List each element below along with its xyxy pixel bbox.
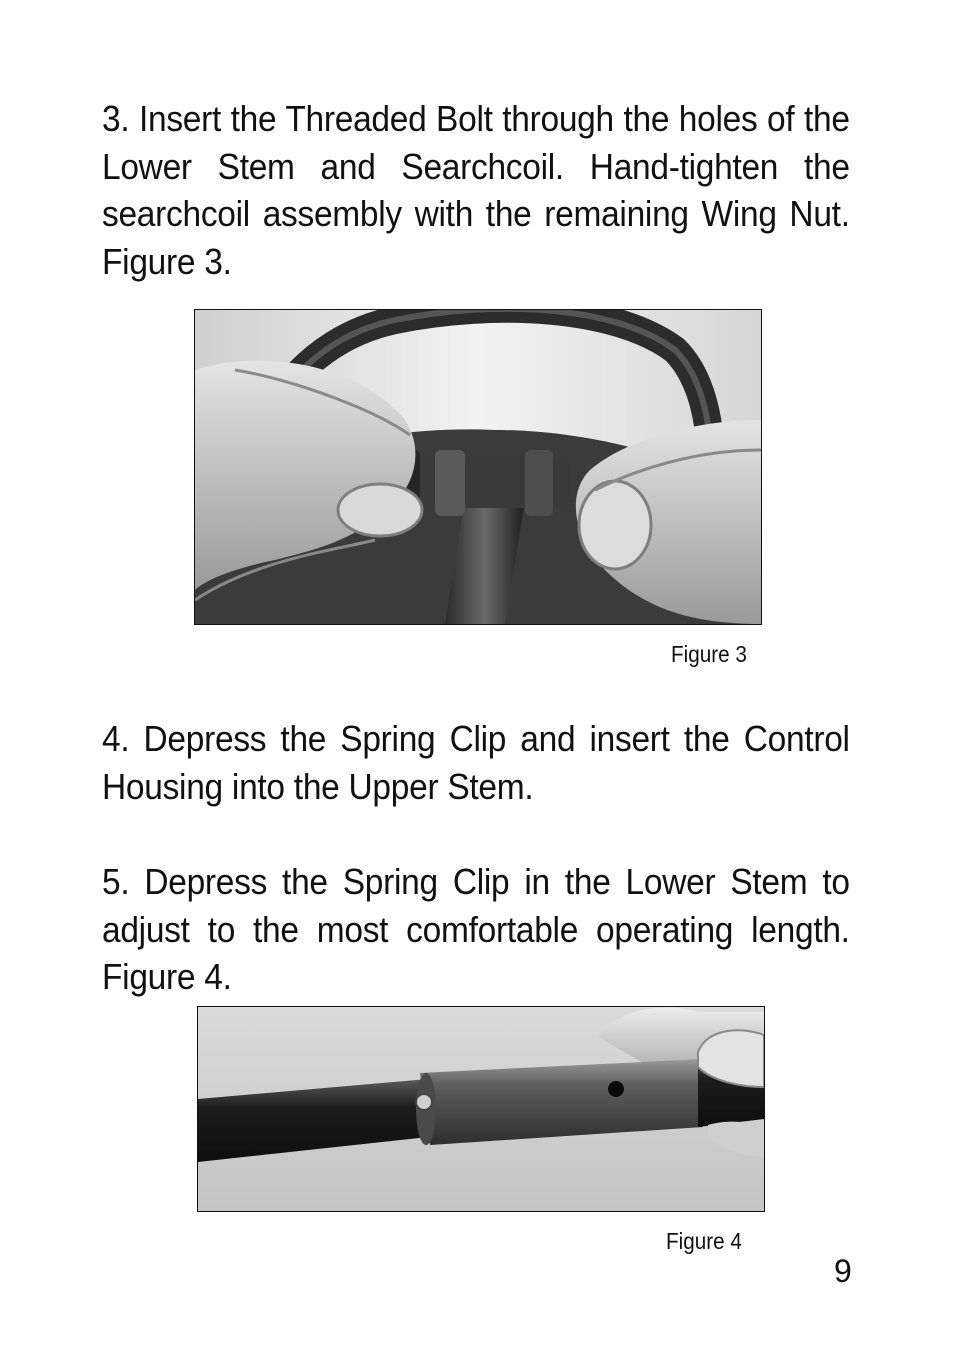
figure-4-illustration [198,1007,764,1211]
step-3-text: 3. Insert the Threaded Bolt through the holes of the Lower Stem and Searchcoil. Hand-tighten the searchcoil assembly with the remaining Wing Nut. Figure 3. [102,98,850,282]
page-number: 9 [834,1253,852,1289]
figure-3-caption: Figure 3 [671,641,747,667]
figure-3-photo [194,309,762,625]
figure-4-photo [197,1006,765,1212]
figure-4-caption: Figure 4 [666,1228,742,1254]
step-4-text: 4. Depress the Spring Clip and insert the Control Housing into the Upper Stem. [102,718,850,807]
figure-3-illustration [195,310,761,624]
step-5-text: 5. Depress the Spring Clip in the Lower Stem to adjust to the most comfortable operating length. Figure 4. [102,861,850,997]
